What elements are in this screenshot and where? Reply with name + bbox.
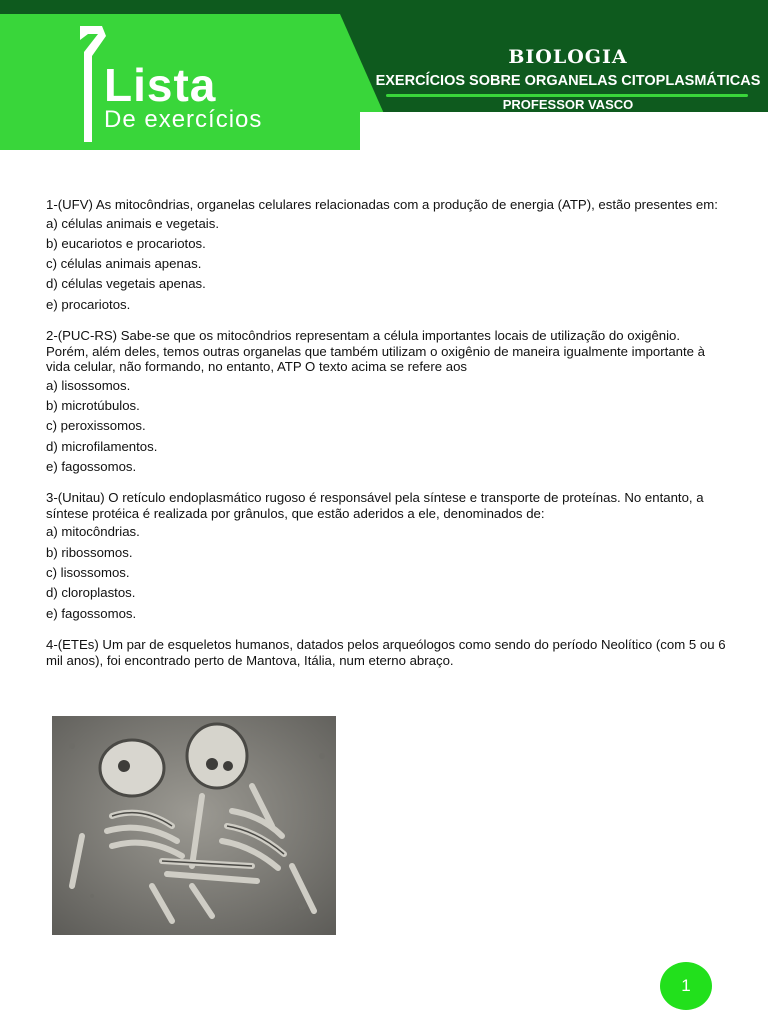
skeletons-photo — [52, 716, 336, 935]
page-header — [0, 0, 768, 160]
option-a: a) mitocôndrias. — [46, 524, 140, 540]
question-text: 4-(ETEs) Um par de esqueletos humanos, datados pelos arqueólogos como sendo do período Neolítico (com 5 ou 6 mil anos), foi encontrado perto de Mantova, Itália, num eterno abraço. — [46, 637, 726, 668]
question-text: 3-(Unitau) O retículo endoplasmático rugoso é responsável pela síntese e transporte de proteínas. No entanto, a síntese protéica é realizada por grânulos, que estão aderidos a ele, denominados de: — [46, 490, 704, 521]
option-c: c) lisossomos. — [46, 564, 130, 580]
option-d: d) cloroplastos. — [46, 585, 136, 601]
question-2 — [46, 328, 726, 474]
subject-title: BIOLOGIA — [508, 46, 628, 68]
skeletons-image — [52, 716, 336, 935]
option-c: c) peroxissomos. — [46, 418, 146, 434]
logo-title: Lista — [104, 59, 217, 111]
question-4 — [46, 637, 726, 668]
professor-name: PROFESSOR VASCO — [502, 97, 634, 112]
header-bottom-fade — [360, 112, 768, 152]
option-b: b) microtúbulos. — [46, 397, 140, 413]
option-a: a) células animais e vegetais. — [46, 215, 219, 231]
option-b: b) ribossomos. — [46, 544, 133, 560]
question-text: 1-(UFV) As mitocôndrias, organelas celulares relacionadas com a produção de energia (ATP), estão presentes em: — [46, 197, 718, 212]
option-d: d) microfilamentos. — [46, 438, 158, 454]
option-e: e) fagossomos. — [46, 458, 137, 474]
question-text: 2-(PUC-RS) Sabe-se que os mitocôndrios representam a célula importantes locais de utilização do oxigênio. Porém, além deles, temos outras organelas que também utilizam o oxigênio de maneira igualmente importante à vida celular, não formando, no entanto, ATP O texto acima se refere aos — [46, 328, 705, 375]
option-e: e) procariotos. — [46, 296, 131, 312]
option-e: e) fagossomos. — [46, 605, 137, 621]
option-a: a) lisossomos. — [46, 377, 131, 393]
option-b: b) eucariotos e procariotos. — [46, 235, 206, 251]
logo-subtitle: De exercícios — [104, 106, 263, 133]
topic-title: EXERCÍCIOS SOBRE ORGANELAS CITOPLASMÁTICAS — [375, 73, 761, 89]
option-c: c) células animais apenas. — [46, 256, 202, 272]
page-number-badge: 1 — [660, 962, 712, 1010]
option-d: d) células vegetais apenas. — [46, 276, 206, 292]
exercise-list — [46, 197, 726, 684]
question-3 — [46, 490, 726, 621]
question-1 — [46, 197, 726, 312]
